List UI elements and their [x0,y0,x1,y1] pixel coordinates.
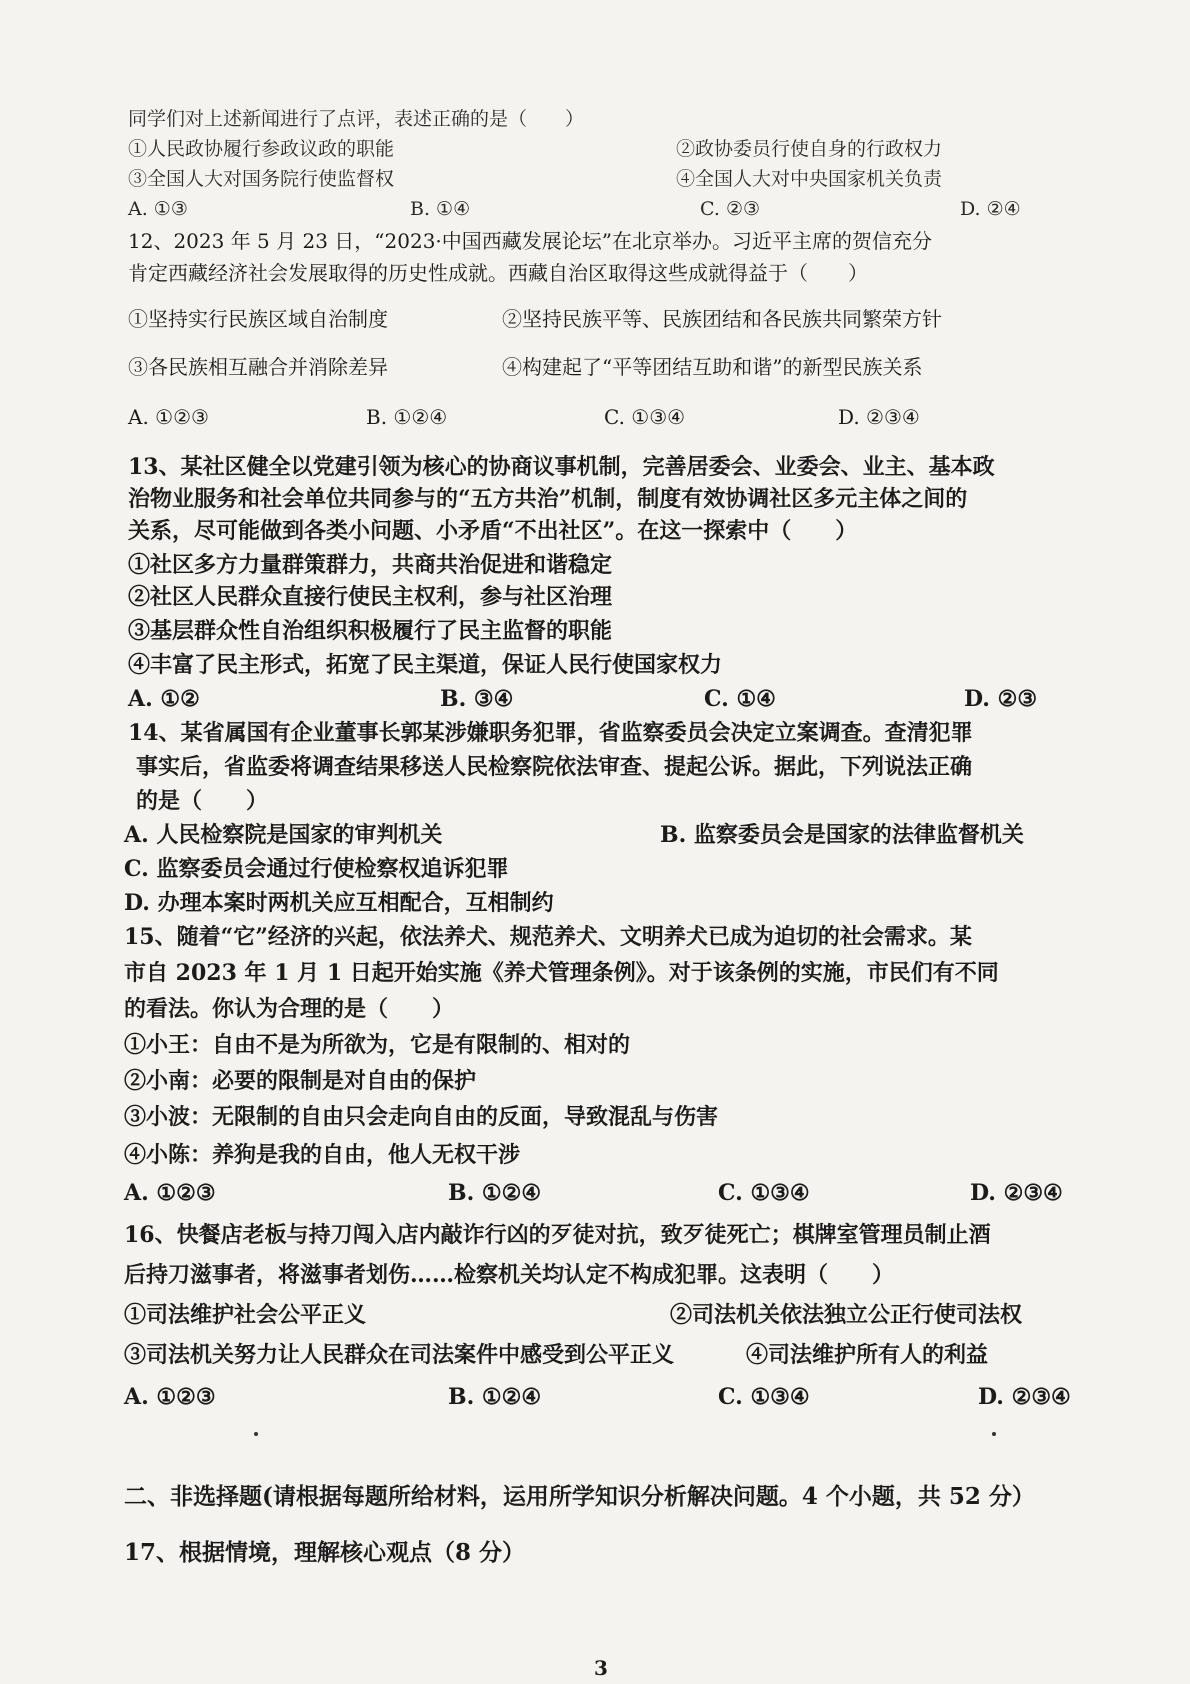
q15-option-2: ②小南：必要的限制是对自由的保护 [124,1068,477,1094]
q11-choice-a: A. ①③ [128,198,188,220]
q11-stem: 同学们对上述新闻进行了点评，表述正确的是（ ） [128,108,585,130]
q11-option-4: ④全国人大对中央国家机关负责 [676,168,943,190]
q13-option-2: ②社区人民群众直接行使民主权利，参与社区治理 [128,584,613,610]
q15-stem-line-3: 的看法。你认为合理的是（ ） [124,996,455,1022]
q12-option-2: ②坚持民族平等、民族团结和各民族共同繁荣方针 [502,307,942,331]
q15-stem-line-1: 15、随着“它”经济的兴起，依法养犬、规范养犬、文明养犬已成为迫切的社会需求。某 [124,924,972,950]
q12-option-1: ①坚持实行民族区域自治制度 [128,307,388,331]
q14-stem-line-1: 14、某省属国有企业董事长郭某涉嫌职务犯罪，省监察委员会决定立案调查。查清犯罪 [128,720,973,746]
q16-option-2: ②司法机关依法独立公正行使司法权 [670,1302,1023,1328]
q12-choice-d: D. ②③④ [838,405,920,429]
q14-stem-line-3: 的是（ ） [136,788,269,814]
q14-choice-c: C. 监察委员会通过行使检察权追诉犯罪 [124,856,509,882]
q17-heading: 17、根据情境，理解核心观点（8 分） [124,1539,526,1566]
q15-option-3: ③小波：无限制的自由只会走向自由的反面，导致混乱与伤害 [124,1104,719,1130]
q11-option-3: ③全国人大对国务院行使监督权 [128,168,395,190]
q16-stem-line-2: 后持刀滋事者，将滋事者划伤……检察机关均认定不构成犯罪。这表明（ ） [124,1262,895,1288]
q15-option-4: ④小陈：养狗是我的自由，他人无权干涉 [124,1142,521,1168]
q12-choice-c: C. ①③④ [604,405,686,429]
q15-choice-c: C. ①③④ [718,1180,810,1206]
q16-choice-b: B. ①②④ [448,1384,542,1410]
q12-stem-line-1: 12、2023 年 5 月 23 日，“2023·中国西藏发展论坛”在北京举办。习近平主席的贺信充分 [128,229,933,253]
q13-option-4: ④丰富了民主形式，拓宽了民主渠道，保证人民行使国家权力 [128,652,723,678]
q11-option-1: ①人民政协履行参政议政的职能 [128,138,395,160]
q15-option-1: ①小王：自由不是为所欲为，它是有限制的、相对的 [124,1032,631,1058]
q15-choice-a: A. ①②③ [124,1180,216,1206]
q11-option-2: ②政协委员行使自身的行政权力 [676,138,943,160]
q15-stem-line-2: 市自 2023 年 1 月 1 日起开始实施《养犬管理条例》。对于该条例的实施，市民们有不同 [124,960,999,986]
q14-stem-line-2: 事实后，省监委将调查结果移送人民检察院依法审查、提起公诉。据此，下列说法正确 [136,754,973,780]
q16-choice-d: D. ②③④ [978,1384,1071,1410]
q16-option-4: ④司法维护所有人的利益 [746,1342,989,1368]
q12-option-4: ④构建起了“平等团结互助和谐”的新型民族关系 [502,355,923,379]
q16-option-3: ③司法机关努力让人民群众在司法案件中感受到公平正义 [124,1342,675,1368]
scan-speck [992,1432,996,1436]
page-number: 3 [594,1656,608,1680]
q13-stem-line-3: 关系，尽可能做到各类小问题、小矛盾“不出社区”。在这一探索中（ ） [128,518,858,544]
scan-speck [254,1432,258,1436]
q14-choice-a: A. 人民检察院是国家的审判机关 [124,822,443,848]
q11-choice-c: C. ②③ [700,198,761,220]
q16-stem-line-1: 16、快餐店老板与持刀闯入店内敲诈行凶的歹徒对抗，致歹徒死亡；棋牌室管理员制止酒 [124,1222,991,1248]
q13-stem-line-2: 治物业服务和社会单位共同参与的“五方共治”机制，制度有效协调社区多元主体之间的 [128,486,968,512]
q16-choice-c: C. ①③④ [718,1384,810,1410]
q13-choice-d: D. ②③ [964,686,1038,712]
q12-choice-a: A. ①②③ [128,405,209,429]
q12-stem-line-2: 肯定西藏经济社会发展取得的历史性成就。西藏自治区取得这些成就得益于（ ） [128,261,868,285]
q12-choice-b: B. ①②④ [366,405,448,429]
q13-option-3: ③基层群众性自治组织积极履行了民主监督的职能 [128,618,613,644]
q15-choice-d: D. ②③④ [970,1180,1063,1206]
q11-choice-b: B. ①④ [410,198,471,220]
q13-stem-line-1: 13、某社区健全以党建引领为核心的协商议事机制，完善居委会、业委会、业主、基本政 [128,454,995,480]
q15-choice-b: B. ①②④ [448,1180,542,1206]
q12-option-3: ③各民族相互融合并消除差异 [128,355,388,379]
q16-choice-a: A. ①②③ [124,1384,216,1410]
q13-choice-a: A. ①② [128,686,200,712]
q11-choice-d: D. ②④ [960,198,1021,220]
q14-choice-b: B. 监察委员会是国家的法律监督机关 [660,822,1024,848]
section-2-heading: 二、非选择题(请根据每题所给材料，运用所学知识分析解决问题。4 个小题，共 52 分） [124,1483,1035,1510]
q13-choice-b: B. ③④ [440,686,514,712]
q13-choice-c: C. ①④ [704,686,776,712]
q16-option-1: ①司法维护社会公平正义 [124,1302,367,1328]
q13-option-1: ①社区多方力量群策群力，共商共治促进和谐稳定 [128,552,613,578]
q14-choice-d: D. 办理本案时两机关应互相配合，互相制约 [124,890,554,916]
